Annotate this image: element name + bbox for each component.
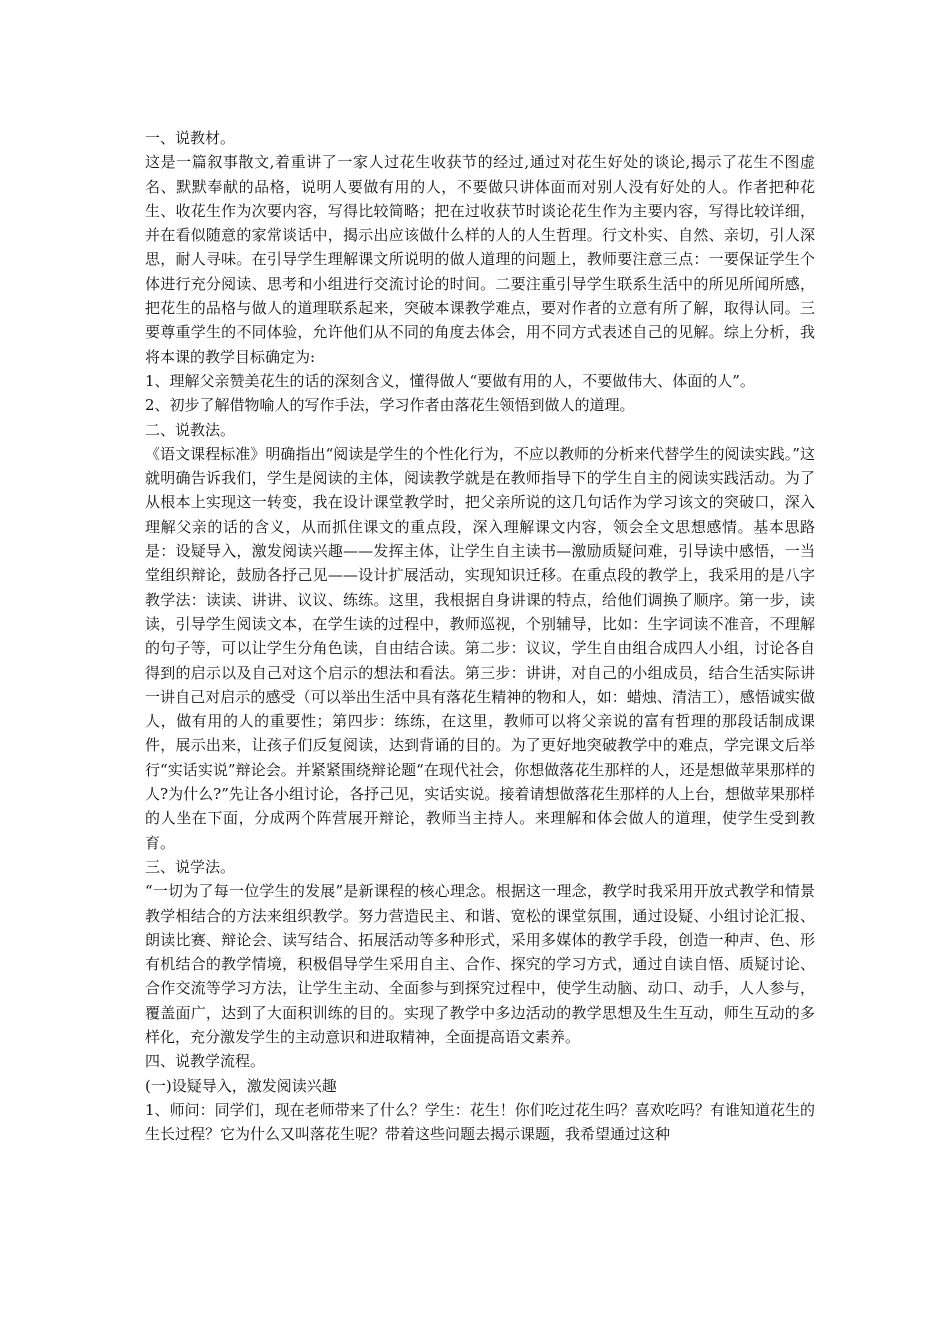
section-heading-learning-method: 三、说学法。 — [145, 857, 236, 876]
subsection-heading-intro: (一)设疑导入，激发阅读兴趣 — [145, 1076, 337, 1095]
section-heading-textbook: 一、说教材。 — [145, 129, 236, 147]
paragraph-teaching-method: 《语文课程标准》明确指出“阅读是学生的个性化行为，不应以教师的分析来代替学生的阅读实践。”这就明确告诉我们，学生是阅读的主体，阅读教学就是在教师指导下的学生自主的阅读实践活动。为了从根本上实现这一转变，我在设计课堂教学时，把父亲所说的这几句话作为学习该文的突破口，深入理解父亲的话的含义，从而抓住课文的重点段，深入理解课文内容，领会全文思想感情。基本思路是：设疑导入，激发阅读兴趣——发挥主体，让学生自主读书—激励质疑问难，引导读中感悟，一当堂组织辩论，鼓励各抒己见——设计扩展活动，实现知识迁移。在重点段的教学上，我采用的是八字教学法：读读、讲讲、议议、练练。这里，我根据自身讲课的特点，给他们调换了顺序。第一步，读读，引导学生阅读文本，在学生读的过程中，教师巡视，个别辅导，比如：生字词读不准音，不理解的句子等，可以让学生分角色读，自由结合读。第二步：议议，学生自由组合成四人小组，讨论各自得到的启示以及自己对这个启示的想法和看法。第三步：讲讲，对自己的小组成员，结合生活实际讲一讲自己对启示的感受（可以举出生活中具有落花生精神的物和人，如：蜡烛、清洁工），感悟诚实做人，做有用的人的重要性；第四步：练练，在这里，教师可以将父亲说的富有哲理的那段话制成课件，展示出来，让孩子们反复阅读，达到背诵的目的。为了更好地突破教学中的难点，学完课文后举行“实话实说”辩论会。并紧紧围绕辩论题“在现代社会，你想做落花生那样的人，还是想做苹果那样的人?为什么?”先让各小组讨论，各抒己见，实话实说。接着请想做落花生那样的人上台，想做苹果那样的人坐在下面，分成两个阵营展开辩论，教师当主持人。来理解和体会做人的道理，使学生受到教育。 — [145, 444, 815, 852]
document-page — [145, 126, 815, 1146]
section-heading-teaching-method: 二、说教法。 — [145, 420, 236, 439]
paragraph-intro-step-1: 1、师问：同学们，现在老师带来了什么？学生：花生！你们吃过花生吗？喜欢吃吗？有谁知道花生的生长过程？它为什么又叫落花生呢？带着这些问题去揭示课题，我希望通过这种 — [145, 1100, 815, 1144]
paragraph-learning-method: “一切为了每一位学生的发展”是新课程的核心理念。根据这一理念，教学时我采用开放式教学和情景教学相结合的方法来组织教学。努力营造民主、和谐、宽松的课堂氛围，通过设疑、小组讨论汇报、朗读比赛、辩论会、读写结合、拓展活动等多种形式，采用多媒体的教学手段，创造一种声、色、形有机结合的教学情境，积极倡导学生采用自主、合作、探究的学习方式，通过自读自悟、质疑讨论、合作交流等学习方法，让学生主动、全面参与到探究过程中，使学生动脑、动口、动手，人人参与，覆盖面广，达到了大面积训练的目的。实现了教学中多边活动的教学思想及生生互动，师生互动的多样化，充分激发学生的主动意识和进取精神，全面提高语文素养。 — [145, 882, 815, 1046]
paragraph-goal-1: 1、理解父亲赞美花生的话的深刻含义，懂得做人“要做有用的人，不要做伟大、体面的人”。 — [145, 371, 755, 390]
paragraph-goal-2: 2、初步了解借物喻人的写作手法，学习作者由落花生领悟到做人的道理。 — [145, 396, 635, 415]
paragraph-textbook-analysis: 这是一篇叙事散文,着重讲了一家人过花生收获节的经过,通过对花生好处的谈论,揭示了花生不图虚名、默默奉献的品格，说明人要做有用的人，不要做只讲体面而对别人没有好处的人。作者把种花生、收花生作为次要内容，写得比较简略；把在过收获节时谈论花生作为主要内容，写得比较详细，并在看似随意的家常谈话中，揭示出应该做什么样的人的人生哲理。行文朴实、自然、亲切，引人深思，耐人寻味。在引导学生理解课文所说明的做人道理的问题上，教师要注意三点：一要保证学生个体进行充分阅读、思考和小组进行交流讨论的时间。二要注重引导学生联系生活中的所见所闻所感，把花生的品格与做人的道理联系起来，突破本课教学难点，要对作者的立意有所了解，取得认同。三要尊重学生的不同体验，允许他们从不同的角度去体会，用不同方式表述自己的见解。综上分析，我将本课的教学目标确定为: — [145, 153, 815, 366]
section-heading-teaching-process: 四、说教学流程。 — [145, 1052, 266, 1071]
